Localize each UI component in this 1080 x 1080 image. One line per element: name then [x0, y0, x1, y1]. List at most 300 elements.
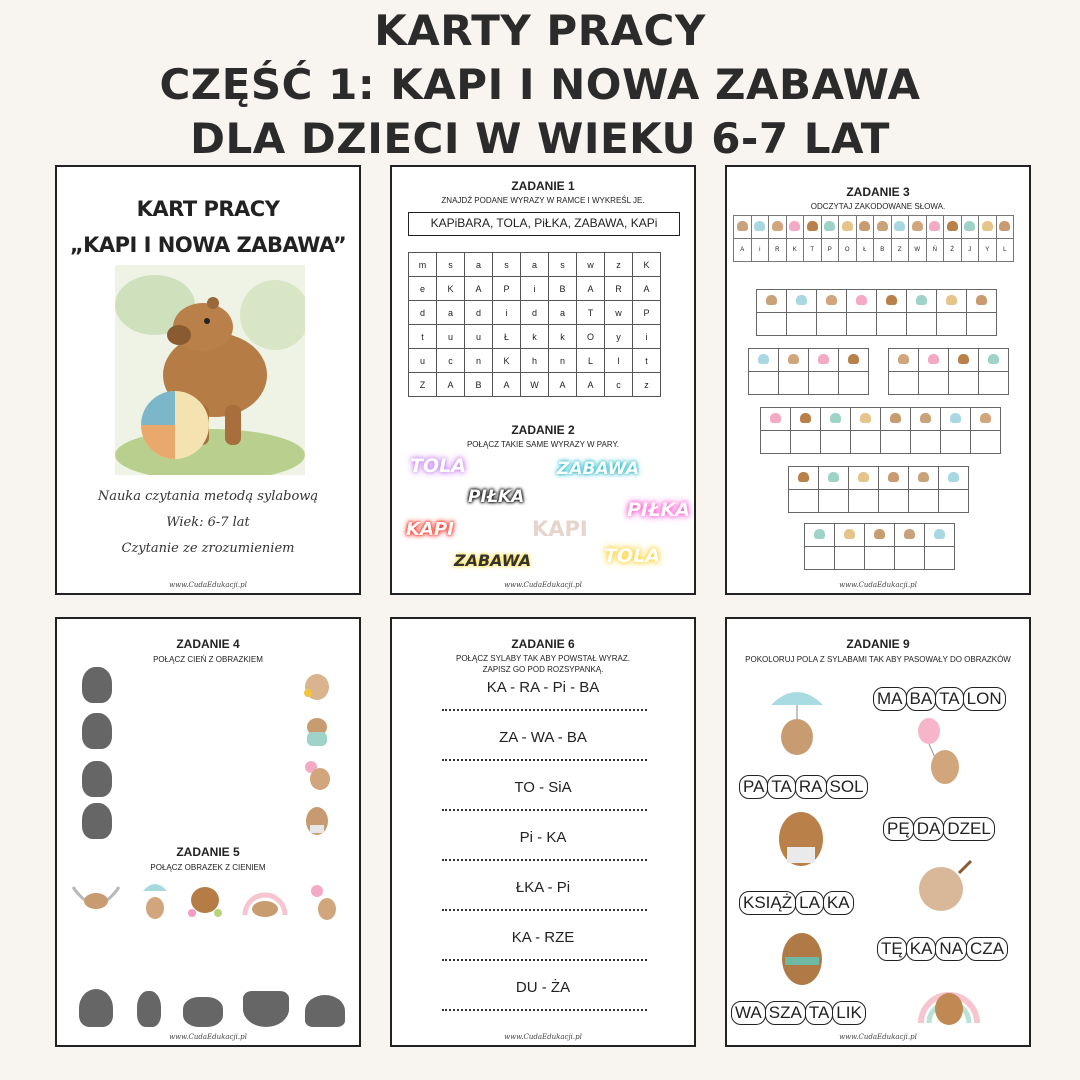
shadow-capybara-sweater[interactable] [82, 713, 112, 749]
zadanie-4-title: ZADANIE 4 [176, 637, 240, 651]
code-icon-cell [769, 216, 787, 239]
code-word-icon-cell [889, 349, 919, 372]
shadow-umbrella[interactable] [79, 989, 113, 1027]
code-word-answer-cell[interactable] [761, 431, 791, 454]
grid-row [409, 325, 661, 349]
grid-cell[interactable]: e [409, 277, 437, 301]
syllable-set-7: DU - ŻA [515, 979, 571, 996]
zadanie-9-instruction: POKOLORUJ POLA Z SYLABAMI TAK ABY PASOWAŁY DO OBRAZKÓW [745, 655, 1011, 664]
code-word-answer-cell[interactable] [817, 313, 847, 336]
code-word-icon-cell [819, 467, 849, 490]
capybara-icon [920, 413, 931, 423]
capybara-balloon-picture [915, 717, 965, 787]
code-word-answer-cell[interactable] [911, 431, 941, 454]
grid-row [409, 349, 661, 373]
word-tola-1[interactable]: TOLA [410, 455, 466, 477]
code-icon-cell [961, 216, 979, 239]
code-word-4[interactable] [760, 407, 1001, 454]
code-word-answer-cell[interactable] [895, 547, 925, 570]
code-word-icon-cell [967, 290, 997, 313]
code-word-icon-cell [979, 349, 1009, 372]
code-word-1[interactable] [756, 289, 997, 336]
grid-cell[interactable]: t [409, 325, 437, 349]
code-word-icon-row [757, 290, 997, 313]
grid-cell[interactable]: k [521, 325, 549, 349]
code-word-icon-cell [909, 467, 939, 490]
zadanie-5-title: ZADANIE 5 [176, 845, 240, 859]
code-word-icon-row [805, 524, 955, 547]
grid-cell[interactable]: a [437, 301, 465, 325]
grid-cell[interactable]: a [521, 253, 549, 277]
capybara-icon [912, 221, 923, 231]
code-word-answer-cell[interactable] [849, 490, 879, 513]
code-word-answer-cell[interactable] [779, 372, 809, 395]
syllable-box[interactable]: DA [913, 817, 945, 841]
capybara-icon [928, 354, 939, 364]
grid-cell[interactable]: A [493, 373, 521, 397]
shadow-hammock[interactable] [243, 991, 289, 1027]
footer-url: www.CudaEdukacji.pl [839, 581, 917, 589]
code-word-answer-cell[interactable] [879, 490, 909, 513]
code-word-answer-cell[interactable] [791, 431, 821, 454]
grid-cell[interactable]: R [605, 277, 633, 301]
code-word-answer-cell[interactable] [757, 313, 787, 336]
grid-cell[interactable]: z [605, 253, 633, 277]
capybara-icon [888, 472, 899, 482]
grid-cell[interactable]: T [577, 301, 605, 325]
code-word-icon-row [749, 349, 869, 372]
code-word-answer-row [889, 372, 1009, 395]
answer-line-4[interactable] [442, 859, 647, 861]
capybara-icon [918, 472, 929, 482]
capybara-icon [848, 354, 859, 364]
capybara-flower-picture[interactable] [302, 669, 332, 701]
syllable-box[interactable]: PA [739, 775, 768, 799]
code-word-3[interactable] [888, 348, 1009, 395]
grid-cell[interactable]: z [633, 373, 661, 397]
grid-cell[interactable]: L [577, 349, 605, 373]
capybara-paintbrush-picture [913, 853, 973, 917]
page-header [0, 0, 1080, 166]
capybara-icon [982, 221, 993, 231]
code-word-icon-cell [821, 408, 851, 431]
syllable-box[interactable]: DZEL [943, 817, 994, 841]
zadanie-9-title: ZADANIE 9 [846, 637, 910, 651]
shadow-lying[interactable] [183, 997, 223, 1027]
grid-cell[interactable]: A [633, 277, 661, 301]
grid-cell[interactable]: i [521, 277, 549, 301]
grid-cell[interactable]: W [521, 373, 549, 397]
code-word-answer-cell[interactable] [839, 372, 869, 395]
capybara-icon [737, 221, 748, 231]
code-word-icon-cell [949, 349, 979, 372]
grid-cell[interactable]: w [577, 253, 605, 277]
code-word-icon-cell [941, 408, 971, 431]
code-word-icon-cell [789, 467, 819, 490]
code-word-icon-cell [849, 467, 879, 490]
syllable-set-3: TO - SiA [514, 779, 572, 796]
grid-cell[interactable]: O [577, 325, 605, 349]
code-word-answer-cell[interactable] [907, 313, 937, 336]
capybara-icon [800, 413, 811, 423]
capybara-book-picture [771, 807, 831, 877]
syllable-box[interactable]: WA [731, 1001, 766, 1025]
code-icon-cell [786, 216, 804, 239]
capybara-icon [754, 221, 765, 231]
cover-line-2: Wiek: 6-7 lat [166, 515, 250, 530]
answer-line-5[interactable] [442, 909, 647, 911]
capybara-icon [958, 354, 969, 364]
syllables-pedzel[interactable] [883, 817, 994, 841]
answer-line-2[interactable] [442, 759, 647, 761]
grid-cell[interactable]: u [465, 325, 493, 349]
code-letter-cell: A [734, 239, 752, 262]
word-pilka-1[interactable]: PIŁKA [468, 487, 525, 507]
word-tola-2[interactable]: TOLA [604, 545, 660, 567]
grid-cell[interactable]: c [605, 373, 633, 397]
capybara-rainbow-picture [917, 969, 981, 1027]
code-letter-cell: W [909, 239, 927, 262]
grid-cell[interactable]: n [549, 349, 577, 373]
grid-cell[interactable]: Ł [493, 325, 521, 349]
code-word-answer-cell[interactable] [909, 490, 939, 513]
syllable-box[interactable]: KA [823, 891, 854, 915]
code-word-icon-cell [787, 290, 817, 313]
syllable-box[interactable]: TA [805, 1001, 833, 1025]
answer-line-7[interactable] [442, 1009, 647, 1011]
syllables-teczka[interactable] [877, 937, 1007, 961]
syllable-set-6: KA - RZE [511, 929, 575, 946]
code-word-answer-cell[interactable] [877, 313, 907, 336]
grid-cell[interactable]: y [605, 325, 633, 349]
grid-cell[interactable]: c [437, 349, 465, 373]
capybara-sweater-picture[interactable] [302, 715, 332, 747]
capybara-icon [818, 354, 829, 364]
cover-title-1: KART PRACY [136, 197, 280, 221]
syllables-ksiazka[interactable] [739, 891, 853, 915]
syllable-box[interactable]: LON [963, 687, 1006, 711]
grid-cell[interactable]: K [633, 253, 661, 277]
code-word-answer-cell[interactable] [865, 547, 895, 570]
worksheet-zadanie-1-2 [390, 165, 696, 595]
grid-cell[interactable]: s [549, 253, 577, 277]
word-kapi-1[interactable]: KAPI [406, 519, 454, 540]
code-word-answer-cell[interactable] [925, 547, 955, 570]
capybara-icon [796, 295, 807, 305]
capybara-rainbow-picture[interactable] [241, 885, 289, 919]
code-letter-cell: Ż [944, 239, 962, 262]
grid-cell[interactable]: s [437, 253, 465, 277]
capybara-icon [859, 221, 870, 231]
grid-row [409, 277, 661, 301]
capybara-flowers-picture[interactable] [187, 883, 223, 919]
code-icon-cell [874, 216, 892, 239]
grid-cell[interactable]: P [493, 277, 521, 301]
worksheet-zadanie-6 [390, 617, 696, 1047]
code-word-icon-cell [881, 408, 911, 431]
code-word-answer-cell[interactable] [967, 313, 997, 336]
shadow-balloon[interactable] [137, 991, 161, 1027]
grid-cell[interactable]: l [605, 349, 633, 373]
word-zabawa-2[interactable]: ZABAWA [454, 551, 532, 570]
syllables-wszystko[interactable] [731, 1001, 865, 1025]
grid-cell[interactable]: u [409, 349, 437, 373]
grid-cell[interactable]: d [409, 301, 437, 325]
grid-row [409, 373, 661, 397]
code-word-answer-cell[interactable] [889, 372, 919, 395]
capybara-icon [916, 295, 927, 305]
shadow-capybara-book[interactable] [82, 803, 112, 839]
zadanie-6-instruction-1: POŁĄCZ SYLABY TAK ABY POWSTAŁ WYRAZ. [456, 654, 630, 663]
code-word-answer-cell[interactable] [749, 372, 779, 395]
capybara-icon [788, 354, 799, 364]
code-letter-cell: T [804, 239, 822, 262]
code-letter-row [734, 239, 1014, 262]
footer-url: www.CudaEdukacji.pl [169, 1033, 247, 1041]
code-word-icon-cell [851, 408, 881, 431]
shadow-capybara-flower[interactable] [82, 761, 112, 797]
header-line-3: DLA DZIECI W WIEKU 6-7 LAT [190, 114, 890, 163]
capybara-umbrella-picture [767, 687, 827, 757]
code-word-answer-cell[interactable] [941, 431, 971, 454]
syllable-box[interactable]: SOL [826, 775, 868, 799]
code-icon-cell [839, 216, 857, 239]
code-letter-cell: Y [979, 239, 997, 262]
code-word-icon-cell [817, 290, 847, 313]
word-list-box: KAPiBARA, TOLA, PiŁKA, ZABAWA, KAPi [408, 212, 680, 236]
syllable-box[interactable]: NA [935, 937, 967, 961]
capybara-icon [894, 221, 905, 231]
code-word-answer-cell[interactable] [851, 431, 881, 454]
code-word-icon-row [761, 408, 1001, 431]
capybara-icon [976, 295, 987, 305]
code-word-answer-cell[interactable] [835, 547, 865, 570]
code-word-answer-cell[interactable] [971, 431, 1001, 454]
capybara-book-picture[interactable] [302, 805, 332, 837]
syllable-set-5: ŁKA - Pi [515, 879, 571, 896]
answer-line-3[interactable] [442, 809, 647, 811]
code-word-5[interactable] [788, 466, 969, 513]
capybara-icon [814, 529, 825, 539]
code-word-answer-cell[interactable] [819, 490, 849, 513]
code-word-answer-cell[interactable] [847, 313, 877, 336]
capybara-icon [798, 472, 809, 482]
grid-row [409, 301, 661, 325]
syllable-box[interactable]: KA [906, 937, 937, 961]
syllable-box[interactable]: RA [795, 775, 827, 799]
code-word-2[interactable] [748, 348, 869, 395]
code-word-answer-cell[interactable] [789, 490, 819, 513]
grid-cell[interactable]: u [437, 325, 465, 349]
code-icon-cell [891, 216, 909, 239]
code-word-icon-cell [791, 408, 821, 431]
grid-cell[interactable]: K [437, 277, 465, 301]
capybara-icon [999, 221, 1010, 231]
capybara-icon [947, 221, 958, 231]
code-word-answer-cell[interactable] [949, 372, 979, 395]
code-word-icon-row [889, 349, 1009, 372]
grid-cell[interactable]: A [577, 373, 605, 397]
word-zabawa-1[interactable]: ZABAWA [557, 459, 639, 479]
code-word-icon-cell [879, 467, 909, 490]
capybara-ball-illustration [115, 265, 305, 475]
cover-title-2: „KAPI I NOWA ZABAWA” [69, 233, 347, 257]
syllable-box[interactable]: CZA [966, 937, 1008, 961]
code-word-answer-row [789, 490, 969, 513]
code-icon-cell [944, 216, 962, 239]
code-icon-cell [734, 216, 752, 239]
grid-cell[interactable]: i [493, 301, 521, 325]
grid-cell[interactable]: d [521, 301, 549, 325]
answer-line-1[interactable] [442, 709, 647, 711]
capybara-icon [856, 295, 867, 305]
code-word-icon-cell [865, 524, 895, 547]
zadanie-6-instruction-2: ZAPISZ GO POD ROZSYPANKĄ. [482, 665, 604, 674]
syllable-box[interactable]: PĘ [883, 817, 914, 841]
code-word-icon-cell [919, 349, 949, 372]
code-word-answer-cell[interactable] [937, 313, 967, 336]
code-word-answer-row [757, 313, 997, 336]
word-pilka-2[interactable]: PIŁKA [627, 499, 690, 521]
grid-cell[interactable]: A [577, 277, 605, 301]
capybara-icon [807, 221, 818, 231]
syllable-set-2: ZA - WA - BA [499, 729, 587, 746]
shadow-rainbow[interactable] [305, 995, 345, 1027]
syllable-box[interactable]: LA [795, 891, 824, 915]
syllable-box[interactable]: TĘ [877, 937, 907, 961]
capybara-balloon-picture[interactable] [302, 759, 332, 791]
syllable-box[interactable]: KSIĄŻ [739, 891, 796, 915]
code-letter-cell: O [839, 239, 857, 262]
code-word-icon-cell [749, 349, 779, 372]
capybara-icon [964, 221, 975, 231]
syllable-set-4: Pi - KA [519, 829, 567, 846]
capybara-balloon-picture-2[interactable] [309, 883, 339, 923]
code-icon-row [734, 216, 1014, 239]
syllable-box[interactable]: MA [873, 687, 907, 711]
shadow-capybara-balloon[interactable] [82, 667, 112, 703]
capybara-icon [844, 529, 855, 539]
code-key-table [733, 215, 1014, 262]
capybara-icon [877, 221, 888, 231]
code-word-answer-row [805, 547, 955, 570]
grid-cell[interactable]: B [465, 373, 493, 397]
capybara-icon [789, 221, 800, 231]
grid-cell[interactable]: d [465, 301, 493, 325]
grid-cell[interactable]: h [521, 349, 549, 373]
zadanie-5-instruction: POŁĄCZ OBRAZEK Z CIENIEM [150, 863, 266, 872]
code-word-icon-row [789, 467, 969, 490]
syllable-box[interactable]: BA [906, 687, 937, 711]
zadanie-6-title: ZADANIE 6 [511, 637, 575, 651]
code-word-answer-cell[interactable] [787, 313, 817, 336]
grid-cell[interactable]: t [633, 349, 661, 373]
header-line-2: CZĘŚĆ 1: KAPI I NOWA ZABAWA [159, 60, 921, 109]
grid-cell[interactable]: A [465, 277, 493, 301]
capybara-icon [898, 354, 909, 364]
capybara-icon [904, 529, 915, 539]
code-word-icon-cell [839, 349, 869, 372]
grid-cell[interactable]: A [437, 373, 465, 397]
code-letter-cell: B [874, 239, 892, 262]
code-letter-cell: Z [891, 239, 909, 262]
grid-cell[interactable]: i [633, 325, 661, 349]
cover-line-3: Czytanie ze zrozumieniem [121, 541, 295, 556]
code-icon-cell [926, 216, 944, 239]
code-icon-cell [804, 216, 822, 239]
word-search-grid[interactable] [408, 252, 661, 397]
capybara-icon [842, 221, 853, 231]
code-icon-cell [751, 216, 769, 239]
capybara-icon [980, 413, 991, 423]
capybara-icon [830, 413, 841, 423]
capybara-icon [988, 354, 999, 364]
grid-cell[interactable]: K [493, 349, 521, 373]
code-word-icon-cell [895, 524, 925, 547]
syllable-box[interactable]: SZA [765, 1001, 806, 1025]
grid-cell[interactable]: A [549, 373, 577, 397]
syllable-set-1: KA - RA - Pi - BA [486, 679, 600, 696]
grid-cell[interactable]: m [409, 253, 437, 277]
code-word-icon-cell [907, 290, 937, 313]
grid-cell[interactable]: Z [409, 373, 437, 397]
grid-cell[interactable]: a [465, 253, 493, 277]
syllable-box[interactable]: LIK [832, 1001, 866, 1025]
syllables-parasol-balloon[interactable] [873, 687, 1005, 711]
footer-url: www.CudaEdukacji.pl [169, 581, 247, 589]
worksheet-zadanie-4-5 [55, 617, 361, 1047]
code-word-answer-cell[interactable] [939, 490, 969, 513]
code-word-answer-cell[interactable] [821, 431, 851, 454]
grid-cell[interactable]: n [465, 349, 493, 373]
capybara-hammock-picture[interactable] [71, 881, 121, 919]
zadanie-3-instruction: ODCZYTAJ ZAKODOWANE SŁOWA. [810, 202, 946, 211]
grid-cell[interactable]: B [549, 277, 577, 301]
capybara-icon [934, 529, 945, 539]
code-word-answer-cell[interactable] [805, 547, 835, 570]
grid-cell[interactable]: a [549, 301, 577, 325]
code-word-answer-cell[interactable] [979, 372, 1009, 395]
code-word-answer-cell[interactable] [881, 431, 911, 454]
code-word-6[interactable] [804, 523, 955, 570]
code-letter-cell: i [751, 239, 769, 262]
grid-cell[interactable]: w [605, 301, 633, 325]
code-word-answer-row [761, 431, 1001, 454]
grid-cell[interactable]: s [493, 253, 521, 277]
code-word-icon-cell [805, 524, 835, 547]
code-icon-cell [909, 216, 927, 239]
syllable-box[interactable]: TA [935, 687, 963, 711]
syllable-box[interactable]: TA [767, 775, 795, 799]
capybara-icon [950, 413, 961, 423]
grid-cell[interactable]: P [633, 301, 661, 325]
word-kapi-2[interactable]: KAPI [532, 517, 588, 541]
capybara-umbrella-picture[interactable] [139, 881, 171, 921]
code-word-answer-cell[interactable] [809, 372, 839, 395]
cover-line-1: Nauka czytania metodą sylabową [97, 489, 319, 504]
code-word-icon-cell [937, 290, 967, 313]
zadanie-1-instruction: ZNAJDŹ PODANE WYRAZY W RAMCE I WYKREŚL JE. [441, 196, 645, 205]
capybara-icon [858, 472, 869, 482]
capybara-icon [828, 472, 839, 482]
capybara-icon [886, 295, 897, 305]
zadanie-4-instruction: POŁĄCZ CIEŃ Z OBRAZKIEM [153, 655, 263, 664]
syllables-parasol[interactable] [739, 775, 867, 799]
code-word-answer-row [749, 372, 869, 395]
answer-line-6[interactable] [442, 959, 647, 961]
code-word-answer-cell[interactable] [919, 372, 949, 395]
grid-cell[interactable]: k [549, 325, 577, 349]
